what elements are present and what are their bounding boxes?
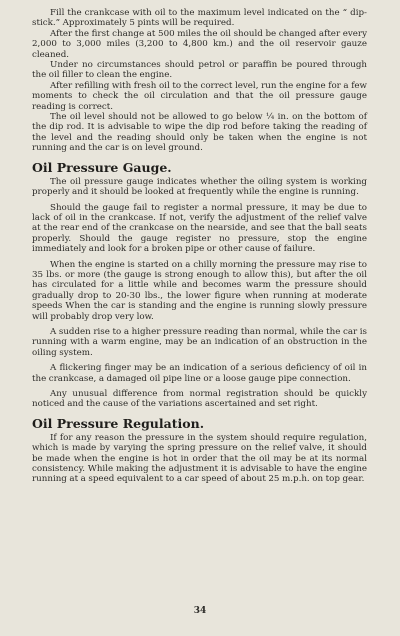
intro-paragraph-5: The oil level should not be allowed to go below ¼ in. on the bottom of the dip rod. It is advisable to wipe the dip rod before taking the reading of the level and the reading should only be taken when the engine is not running and the car is on level ground.	[32, 112, 367, 154]
page-number: 34	[193, 606, 207, 616]
gauge-paragraph-1: The oil pressure gauge indicates whether the oiling system is working properly and it should be looked at frequently while the engine is running.	[32, 176, 367, 198]
regulation-paragraph-1: If for any reason the pressure in the system should require regulation, which is made by varying the spring pressure on the relief valve, it should be made when the engine is hot in order that the oil may be at its normal consistency. While making the adjustment it is advisable to have the engine running at a speed equivalent to a car speed of about 25 m.p.h. on top gear.	[32, 432, 367, 485]
intro-paragraph-4: After refilling with fresh oil to the correct level, run the engine for a few moments to check the oil circulation and that the oil pressure gauge reading is correct.	[32, 80, 367, 112]
gauge-paragraph-3: When the engine is started on a chilly morning the pressure may rise to 35 lbs. or more (the gauge is strong enough to allow this), but after the oil has circulated for a little while and becomes warm the pressure should gradually drop to 20-30 lbs., the lower figure when running at moderate speeds When the car is standing and the engine is running slowly pressure will probably drop very low.	[32, 259, 367, 322]
oil-pressure-gauge-heading: Oil Pressure Gauge.	[32, 159, 172, 175]
gauge-paragraph-6: Any unusual difference from normal registration should be quickly noticed and the cause of the variations ascertained and set right.	[32, 389, 367, 410]
gauge-paragraph-2: Should the gauge fail to register a normal pressure, it may be due to lack of oil in the crankcase. If not, verify the adjustment of the relief valve at the rear end of the crankcase on the nearside, and see that the ball seats properly. Should the gauge register no pressure, stop the engine immediately and look for a broken pipe or other cause of failure.	[32, 202, 367, 255]
intro-paragraph-3: Under no circumstances should petrol or paraffin be poured through the oil filler to clean the engine.	[32, 60, 367, 81]
oil-pressure-regulation-heading: Oil Pressure Regulation.	[32, 415, 205, 431]
gauge-paragraph-5: A flickering finger may be an indication of a serious deficiency of oil in the crankcase, a damaged oil pipe line or a loose gauge pipe connection.	[32, 363, 367, 384]
gauge-paragraph-4: A sudden rise to a higher pressure reading than normal, while the car is running with a warm engine, may be an indication of an obstruction in the oiling system.	[32, 326, 367, 358]
intro-paragraph-2: After the first change at 500 miles the oil should be changed after every 2,000 to 3,000 miles (3,200 to 4,800 km.) and the oil reservoir gauze cleaned.	[32, 28, 367, 60]
intro-paragraph-1: Fill the crankcase with oil to the maximum level indicated on the “ dip-stick.” Approximately 5 pints will be required.	[32, 8, 367, 29]
